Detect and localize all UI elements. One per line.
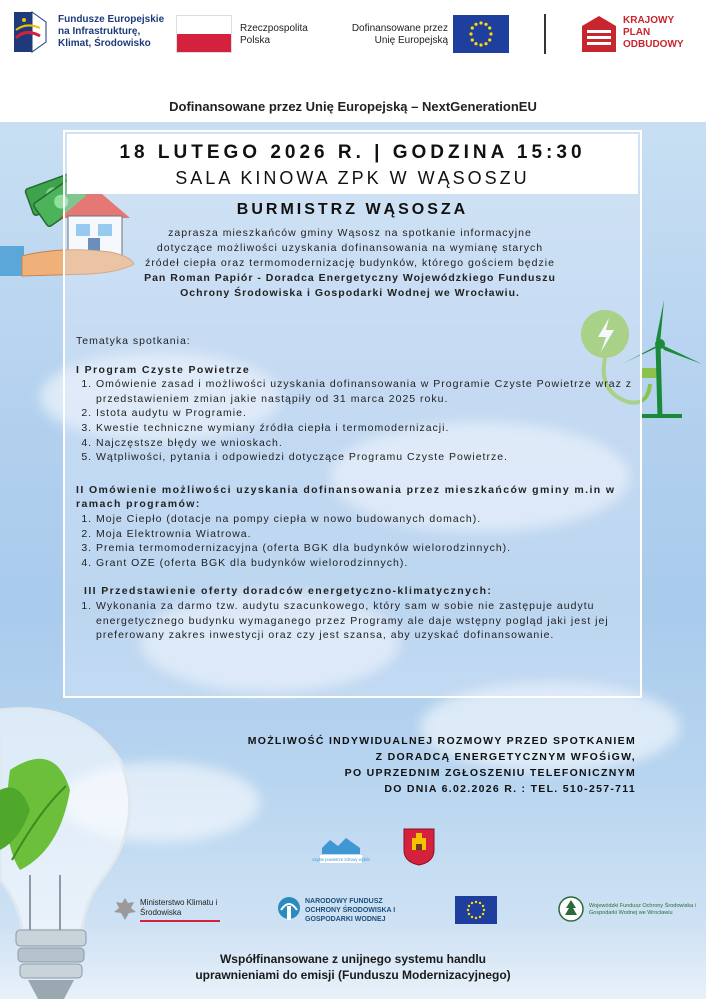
list-item: 1. Wykonania za darmo tzw. audytu szacunkowego, który sam w sobie nie zastępuje audytu energetycznego budynku wymaganego przez Programy ale daje wstępny pogląd jaki jest jej preferowany zakres inwestycji oraz czy jest szansa, aby uzyskać dofinansowanie.	[96, 599, 636, 643]
list-item: 1. Omówienie zasad i możliwości uzyskania dofinansowania w Programie Czyste Powietrze wraz z przedstawieniem zmian jakie nastąpiły od 31 marca 2025 roku.	[96, 377, 636, 406]
wfosigw-logo-icon	[558, 896, 584, 922]
nfosigw-name: NARODOWY FUNDUSZ OCHRONY ŚRODOWISKA I GOSPODARKI WODNEJ	[305, 898, 396, 923]
kpo-line-2: PLAN	[623, 27, 651, 38]
list-item: 5. Wątpliwości, pytania i odpowiedzi dotyczące Programu Czyste Powietrze.	[96, 450, 636, 465]
section-2-title: II Omówienie możliwości uzyskania dofinansowania przez mieszkańców gminy m.in w ramach programów:	[76, 483, 616, 511]
header-logos	[0, 0, 706, 62]
ministry-name	[140, 898, 222, 918]
agenda	[76, 334, 636, 653]
kpo-line-1: KRAJOWY	[623, 15, 675, 26]
invitation-intro: zaprasza mieszkańców gminy Wąsosz na spotkanie informacyjne dotyczące możliwości uzyskania dofinansowania na wymianę starych źródeł ciepła oraz termomodernizację budynków, którego gościem będzie	[145, 227, 555, 269]
consultation-line-3: PO UPRZEDNIM ZGŁOSZENIU TELEFONICZNYM	[344, 767, 636, 779]
kpo-logo-icon	[582, 16, 616, 52]
section-2-list	[76, 512, 636, 570]
eu-flag	[453, 15, 509, 53]
footer-cofinancing	[0, 951, 706, 983]
ministry-eagle-icon	[112, 896, 138, 922]
footer-line-1: Współfinansowane z unijnego systemu handlu	[219, 952, 487, 966]
kpo-line-3: ODBUDOWY	[623, 39, 684, 50]
title-band	[67, 134, 638, 194]
section-3-list	[76, 599, 636, 643]
header-divider	[544, 14, 546, 54]
nfosigw-logo-icon	[276, 896, 302, 924]
ministry-label: Ministerstwo Klimatu i Środowiska	[140, 898, 218, 917]
section-1-title: I Program Czyste Powietrze	[76, 363, 251, 376]
list-item: 1. Moje Ciepło (dotacje na pompy ciepła w nowo budowanych domach).	[96, 512, 636, 527]
list-item: 4. Grant OZE (oferta BGK dla budynków wielorodzinnych).	[96, 556, 636, 571]
agenda-label: Tematyka spotkania:	[76, 335, 191, 347]
fundusze-europejskie-logo	[10, 8, 50, 56]
guest-name: Pan Roman Papiór - Doradca Energetyczny Wojewódzkiego Funduszu Ochrony Środowiska i Gospodarki Wodnej we Wrocławiu.	[144, 272, 556, 299]
consultation-phone: DO DNIA 6.02.2026 R. : TEL. 510-257-711	[384, 783, 636, 795]
list-item: 3. Kwestie techniczne wymiany źródła ciepła i termomodernizacji.	[96, 421, 636, 436]
event-host: BURMISTRZ WĄSOSZA	[236, 201, 469, 218]
list-item: 3. Premia termomodernizacyjna (oferta BGK dla budynków wielorodzinnych).	[96, 541, 636, 556]
consultation-line-1: MOŻLIWOŚĆ INDYWIDUALNEJ ROZMOWY PRZED SPOTKANIEM	[247, 735, 636, 747]
rzeczpospolita-text: Rzeczpospolita Polska	[240, 23, 308, 46]
list-item: 2. Moja Elektrownia Wiatrowa.	[96, 527, 636, 542]
consultation-line-2: Z DORADCĄ ENERGETYCZNYM WFOŚiGW,	[375, 751, 636, 763]
czyste-powietrze-text: czyste powietrze zdrowy wybór	[312, 857, 370, 862]
invitation-text	[140, 226, 560, 301]
czyste-powietrze-logo	[312, 836, 370, 864]
section-1-list	[76, 377, 636, 465]
nextgeneration-eu-line: Dofinansowane przez Unię Europejską – NextGenerationEU	[169, 99, 537, 114]
eu-cofinanced-text: Dofinansowane przez Unię Europejską	[351, 23, 448, 46]
individual-consultation-note	[150, 733, 636, 797]
fundusze-europejskie-text: Fundusze Europejskie na Infrastrukturę, Klimat, Środowisko	[58, 14, 165, 49]
wasosz-coat-of-arms-icon	[403, 828, 435, 866]
list-item: 2. Istota audytu w Programie.	[96, 406, 636, 421]
ministry-underline	[140, 920, 220, 922]
wfosigw-name: Wojewódzki Fundusz Ochrony Środowiska i Gospodarki Wodnej we Wrocławiu	[589, 903, 696, 916]
eu-flag-bottom	[455, 896, 497, 924]
section-3-title: III Przedstawienie oferty doradców energetyczno-klimatycznych:	[84, 585, 493, 598]
list-item: 4. Najczęstsze błędy we wnioskach.	[96, 436, 636, 451]
event-date-time: 18 LUTEGO 2026 R. | GODZINA 15:30	[119, 142, 586, 163]
footer-line-2: uprawnieniami do emisji (Funduszu Modernizacyjnego)	[195, 968, 511, 982]
event-venue: SALA KINOWA ZPK W WĄSOSZU	[175, 168, 530, 188]
poland-flag	[176, 15, 232, 53]
kpo-text	[623, 15, 684, 51]
